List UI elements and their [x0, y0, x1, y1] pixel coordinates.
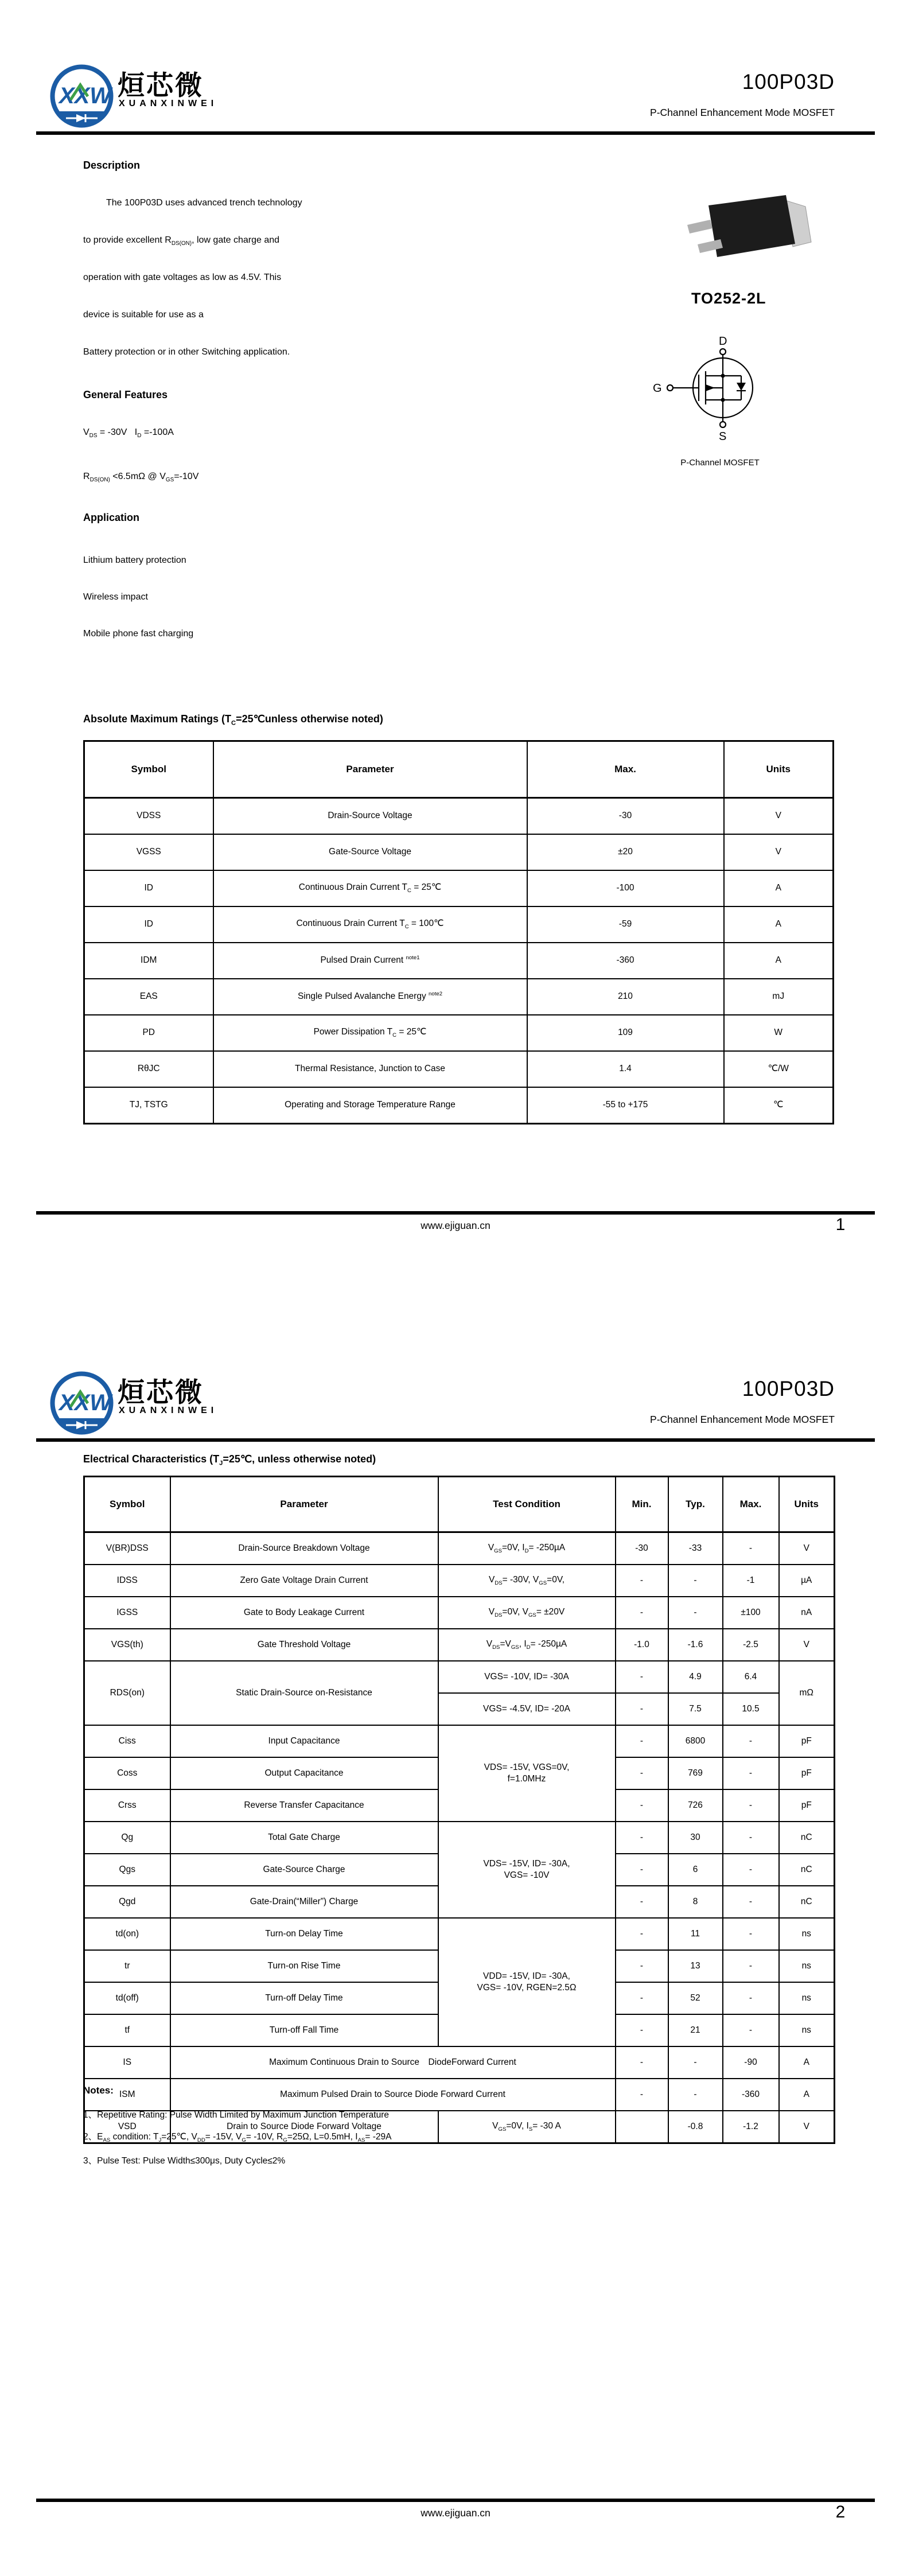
- table-cell: 109: [527, 1015, 724, 1051]
- table-cell: Crss: [84, 1789, 170, 1822]
- package-photo: [677, 189, 820, 275]
- table-cell: Maximum Continuous Drain to Source DiodeForward Current: [170, 2046, 616, 2079]
- table-cell: -: [723, 1886, 779, 1918]
- table-cell: ns: [779, 1950, 835, 1982]
- table-cell: -: [723, 1725, 779, 1757]
- table-cell: -: [616, 1597, 668, 1629]
- table-cell: V: [779, 2111, 835, 2143]
- table-row: [84, 1051, 834, 1087]
- table-cell: -: [723, 1918, 779, 1950]
- column-header: Max.: [527, 741, 724, 798]
- table-cell: VDSS: [84, 798, 213, 835]
- table-cell: A: [779, 2046, 835, 2079]
- table-cell: Operating and Storage Temperature Range: [213, 1087, 527, 1124]
- table-cell: 10.5: [723, 1693, 779, 1725]
- table-header-row: [84, 1477, 835, 1532]
- table-cell: Single Pulsed Avalanche Energy $^{note2}$: [213, 979, 527, 1015]
- table-cell: -: [616, 2079, 668, 2111]
- table-cell: EAS: [84, 979, 213, 1015]
- table-cell: 6.4: [723, 1661, 779, 1693]
- table-cell: RDS(on): [84, 1661, 170, 1725]
- table-cell: TJ, TSTG: [84, 1087, 213, 1124]
- table-row: [84, 1918, 835, 1950]
- table-cell: -: [668, 2046, 723, 2079]
- application-item: Mobile phone fast charging: [83, 629, 194, 639]
- table-cell: nC: [779, 1854, 835, 1886]
- header-rule: [36, 131, 875, 135]
- table-cell: 11: [668, 1918, 723, 1950]
- table-row: [84, 1565, 835, 1597]
- table-cell: Gate Threshold Voltage: [170, 1629, 438, 1661]
- table-cell: A: [724, 906, 834, 943]
- header-rule: [36, 1438, 875, 1442]
- elec-table: [83, 1476, 835, 2144]
- table-cell: -: [723, 2014, 779, 2046]
- table-cell: -: [723, 1950, 779, 1982]
- table-cell: -: [668, 1565, 723, 1597]
- table-cell: 13: [668, 1950, 723, 1982]
- table-cell: V: [779, 1532, 835, 1565]
- table-cell: VGS= -4.5V, ID= -20A: [438, 1693, 616, 1725]
- table-row: [84, 1822, 835, 1854]
- table-cell: Maximum Pulsed Drain to Source Diode Forward Current: [170, 2079, 616, 2111]
- table-cell: A: [779, 2079, 835, 2111]
- table-row: [84, 2046, 835, 2079]
- table-cell: $V_{GS}=0V$, $I_S= -30$ A: [438, 2111, 616, 2143]
- table-cell: Qgd: [84, 1886, 170, 1918]
- table-cell: pF: [779, 1789, 835, 1822]
- table-cell: $V_{DS}=0V$, $V_{GS}= \pm 20V$: [438, 1597, 616, 1629]
- table-cell: Drain-Source Voltage: [213, 798, 527, 835]
- table-cell: 6800: [668, 1725, 723, 1757]
- table-cell: A: [724, 943, 834, 979]
- table-cell: pF: [779, 1725, 835, 1757]
- table-cell: -: [616, 1886, 668, 1918]
- table-row: [84, 1629, 835, 1661]
- table-cell: -360: [723, 2079, 779, 2111]
- mosfet-arrow-icon: [706, 384, 715, 391]
- document-subtitle: P-Channel Enhancement Mode MOSFET: [650, 1414, 835, 1425]
- note-item: 2、$E_{AS}$ condition: $T_J=25℃$, $V_{DD}= -15V$, $V_G= -10V$, $R_G=25\Omega$, L=0.5mH, $I_{AS}= -29A$: [83, 2132, 392, 2144]
- elec-title: Electrical Characteristics ($T_J=25℃$, unless otherwise noted): [83, 1453, 376, 1467]
- table-cell: ns: [779, 1982, 835, 2014]
- table-cell: Coss: [84, 1757, 170, 1789]
- brand-name-en: XUANXINWEI: [119, 1406, 218, 1415]
- table-cell: VDS= -15V, VGS=0V, f=1.0MHz: [438, 1725, 616, 1822]
- table-cell: ID: [84, 870, 213, 906]
- table-cell: ±100: [723, 1597, 779, 1629]
- part-number: 100P03D: [742, 70, 835, 94]
- table-cell: Continuous Drain Current $T_C$ = 25℃: [213, 870, 527, 906]
- feature-line: $R_{DS(ON)} <6.5m\Omega$ @ $V_{GS}=-10V$: [83, 472, 199, 484]
- table-cell: 7.5: [668, 1693, 723, 1725]
- description-line: Battery protection or in other Switching application.: [83, 347, 290, 357]
- table-cell: -90: [723, 2046, 779, 2079]
- table-cell: W: [724, 1015, 834, 1051]
- column-header: Parameter: [170, 1477, 438, 1532]
- part-number: 100P03D: [742, 1377, 835, 1400]
- table-cell: -100: [527, 870, 724, 906]
- table-cell: -: [616, 1822, 668, 1854]
- table-cell: ID: [84, 906, 213, 943]
- table-cell: mΩ: [779, 1661, 835, 1725]
- table-cell: Continuous Drain Current $T_C$ = 100℃: [213, 906, 527, 943]
- table-cell: -: [616, 1789, 668, 1822]
- table-cell: -1.0: [616, 1629, 668, 1661]
- table-cell: Gate to Body Leakage Current: [170, 1597, 438, 1629]
- table-row: [84, 1725, 835, 1757]
- column-header: Symbol: [84, 1477, 170, 1532]
- pin-label-gate: G: [653, 382, 662, 395]
- table-cell: 8: [668, 1886, 723, 1918]
- table-cell: 4.9: [668, 1661, 723, 1693]
- table-cell: Turn-on Delay Time: [170, 1918, 438, 1950]
- brand-logo-icon: [49, 63, 115, 129]
- column-header: Parameter: [213, 741, 527, 798]
- table-cell: Total Gate Charge: [170, 1822, 438, 1854]
- table-cell: -: [616, 1725, 668, 1757]
- table-cell: -30: [616, 1532, 668, 1565]
- table-row: [84, 979, 834, 1015]
- description-line: device is suitable for use as a: [83, 310, 204, 320]
- table-cell: 210: [527, 979, 724, 1015]
- table-cell: Drain to Source Diode Forward Voltage: [170, 2111, 438, 2143]
- table-row: [84, 870, 834, 906]
- table-cell: 21: [668, 2014, 723, 2046]
- feature-line: $V_{DS} = -30V$ $I_D =-100A$: [83, 427, 174, 439]
- table-cell: IS: [84, 2046, 170, 2079]
- table-cell: Zero Gate Voltage Drain Current: [170, 1565, 438, 1597]
- note-item: 1、Repetitive Rating: Pulse Width Limited by Maximum Junction Temperature: [83, 2110, 389, 2120]
- table-row: [84, 943, 834, 979]
- table-cell: Drain-Source Breakdown Voltage: [170, 1532, 438, 1565]
- table-cell: -59: [527, 906, 724, 943]
- column-header: Units: [724, 741, 834, 798]
- brand-logo-icon: [49, 1370, 115, 1436]
- abs-max-title: Absolute Maximum Ratings ($T_C=25℃unless$ otherwise noted): [83, 713, 383, 727]
- table-cell: Turn-off Delay Time: [170, 1982, 438, 2014]
- table-row: [84, 1661, 835, 1693]
- table-cell: 769: [668, 1757, 723, 1789]
- table-cell: -: [616, 1757, 668, 1789]
- table-cell: mJ: [724, 979, 834, 1015]
- description-line: The 100P03D uses advanced trench technology: [106, 198, 302, 208]
- table-cell: -: [616, 1982, 668, 2014]
- table-cell: 30: [668, 1822, 723, 1854]
- table-cell: -33: [668, 1532, 723, 1565]
- table-cell: -: [616, 1565, 668, 1597]
- table-cell: -: [616, 1661, 668, 1693]
- table-cell: -0.8: [668, 2111, 723, 2143]
- notes-heading: Notes:: [83, 2085, 114, 2096]
- table-cell: -: [723, 1789, 779, 1822]
- table-cell: nA: [779, 1597, 835, 1629]
- table-cell: IDSS: [84, 1565, 170, 1597]
- column-header: Units: [779, 1477, 835, 1532]
- table-cell: nC: [779, 1822, 835, 1854]
- table-cell: -: [723, 1822, 779, 1854]
- table-cell: -30: [527, 798, 724, 835]
- table-cell: Ciss: [84, 1725, 170, 1757]
- table-cell: -: [616, 1950, 668, 1982]
- table-cell: -: [616, 2046, 668, 2079]
- column-header: Symbol: [84, 741, 213, 798]
- table-cell: A: [724, 870, 834, 906]
- table-cell: Gate-Source Charge: [170, 1854, 438, 1886]
- table-cell: µA: [779, 1565, 835, 1597]
- table-cell: VGSS: [84, 834, 213, 870]
- table-cell: -: [723, 1757, 779, 1789]
- table-cell: -: [616, 2014, 668, 2046]
- table-row: [84, 798, 834, 835]
- application-heading: Application: [83, 512, 139, 523]
- table-row: [84, 834, 834, 870]
- table-cell: VDD= -15V, ID= -30A, VGS= -10V, RGEN=2.5Ω: [438, 1918, 616, 2046]
- column-header: Test Condition: [438, 1477, 616, 1532]
- table-cell: PD: [84, 1015, 213, 1051]
- table-cell: V(BR)DSS: [84, 1532, 170, 1565]
- footer-url[interactable]: www.ejiguan.cn: [421, 1220, 490, 1231]
- page-number: 2: [835, 2503, 846, 2521]
- table-cell: Reverse Transfer Capacitance: [170, 1789, 438, 1822]
- table-cell: Gate-Source Voltage: [213, 834, 527, 870]
- table-header-row: [84, 741, 834, 798]
- table-cell: [616, 2111, 668, 2143]
- body-diode-icon: [737, 383, 746, 391]
- page-number: 1: [835, 1215, 846, 1234]
- description-line: to provide excellent $R_{DS(ON)}$, low gate charge and: [83, 235, 280, 247]
- table-cell: VGS= -10V, ID= -30A: [438, 1661, 616, 1693]
- mosfet-symbol: [648, 330, 792, 450]
- table-cell: $V_{DS}= -30V$, $V_{GS}=0V$,: [438, 1565, 616, 1597]
- table-row: [84, 1015, 834, 1051]
- table-cell: -: [668, 1597, 723, 1629]
- table-cell: td(off): [84, 1982, 170, 2014]
- column-header: Max.: [723, 1477, 779, 1532]
- table-cell: td(on): [84, 1918, 170, 1950]
- table-cell: 6: [668, 1854, 723, 1886]
- table-cell: RθJC: [84, 1051, 213, 1087]
- table-cell: VDS= -15V, ID= -30A, VGS= -10V: [438, 1822, 616, 1918]
- table-cell: Turn-off Fall Time: [170, 2014, 438, 2046]
- table-cell: -: [723, 1854, 779, 1886]
- table-cell: -: [723, 1982, 779, 2014]
- table-cell: Turn-on Rise Time: [170, 1950, 438, 1982]
- table-row: [84, 1532, 835, 1565]
- application-item: Wireless impact: [83, 592, 148, 602]
- table-cell: Input Capacitance: [170, 1725, 438, 1757]
- table-row: [84, 1597, 835, 1629]
- document-subtitle: P-Channel Enhancement Mode MOSFET: [650, 107, 835, 118]
- table-cell: -1: [723, 1565, 779, 1597]
- table-row: [84, 2079, 835, 2111]
- table-cell: $V_{DS}=V_{GS}$, $I_D= -250\mu A$: [438, 1629, 616, 1661]
- logo-initials-text: XXW: [59, 83, 112, 108]
- table-cell: ℃/W: [724, 1051, 834, 1087]
- table-cell: ISM: [84, 2079, 170, 2111]
- column-header: Min.: [616, 1477, 668, 1532]
- table-cell: Gate-Drain(“Miller”) Charge: [170, 1886, 438, 1918]
- table-cell: Power Dissipation $T_C$ = 25℃: [213, 1015, 527, 1051]
- table-cell: ℃: [724, 1087, 834, 1124]
- table-cell: -: [668, 2079, 723, 2111]
- table-cell: -2.5: [723, 1629, 779, 1661]
- table-cell: Pulsed Drain Current $^{note1}$: [213, 943, 527, 979]
- symbol-caption: P-Channel MOSFET: [680, 458, 760, 468]
- table-cell: ns: [779, 2014, 835, 2046]
- table-cell: -55 to +175: [527, 1087, 724, 1124]
- table-cell: 1.4: [527, 1051, 724, 1087]
- footer-url[interactable]: www.ejiguan.cn: [421, 2507, 490, 2519]
- table-cell: $V_{GS}=0V$, $I_D= -250\mu A$: [438, 1532, 616, 1565]
- table-cell: -: [723, 1532, 779, 1565]
- table-cell: V: [779, 1629, 835, 1661]
- table-cell: VGS(th): [84, 1629, 170, 1661]
- table-cell: pF: [779, 1757, 835, 1789]
- table-cell: V: [724, 834, 834, 870]
- package-name: TO252-2L: [691, 290, 766, 307]
- description-heading: Description: [83, 159, 141, 171]
- table-cell: Qg: [84, 1822, 170, 1854]
- table-row: [84, 1087, 834, 1124]
- table-cell: -: [616, 1918, 668, 1950]
- table-cell: nC: [779, 1886, 835, 1918]
- table-cell: IGSS: [84, 1597, 170, 1629]
- table-cell: VSD: [84, 2111, 170, 2143]
- table-cell: -: [616, 1693, 668, 1725]
- table-cell: Static Drain-Source on-Resistance: [170, 1661, 438, 1725]
- table-cell: tf: [84, 2014, 170, 2046]
- application-item: Lithium battery protection: [83, 555, 186, 565]
- table-cell: 52: [668, 1982, 723, 2014]
- description-line: operation with gate voltages as low as 4.5V. This: [83, 273, 282, 282]
- table-cell: -: [616, 1854, 668, 1886]
- table-row: [84, 906, 834, 943]
- abs-max-table: [83, 740, 834, 1124]
- table-cell: ns: [779, 1918, 835, 1950]
- note-item: 3、Pulse Test: Pulse Width≤300μs, Duty Cycle≤2%: [83, 2156, 286, 2166]
- table-cell: IDM: [84, 943, 213, 979]
- table-cell: -360: [527, 943, 724, 979]
- table-cell: Qgs: [84, 1854, 170, 1886]
- logo-initials-text: XXW: [59, 1390, 112, 1415]
- table-cell: V: [724, 798, 834, 835]
- general-features-heading: General Features: [83, 389, 168, 400]
- brand-name-cn: 烜芯微: [118, 1377, 204, 1407]
- table-cell: -1.2: [723, 2111, 779, 2143]
- footer-rule: [36, 1211, 875, 1215]
- pin-label-source: S: [719, 430, 727, 443]
- table-cell: 726: [668, 1789, 723, 1822]
- table-cell: Output Capacitance: [170, 1757, 438, 1789]
- brand-name-en: XUANXINWEI: [119, 99, 218, 108]
- pin-label-drain: D: [719, 335, 727, 348]
- table-cell: Thermal Resistance, Junction to Case: [213, 1051, 527, 1087]
- brand-name-cn: 烜芯微: [118, 70, 204, 100]
- footer-rule: [36, 2499, 875, 2502]
- column-header: Typ.: [668, 1477, 723, 1532]
- table-cell: -1.6: [668, 1629, 723, 1661]
- table-cell: ±20: [527, 834, 724, 870]
- table-cell: tr: [84, 1950, 170, 1982]
